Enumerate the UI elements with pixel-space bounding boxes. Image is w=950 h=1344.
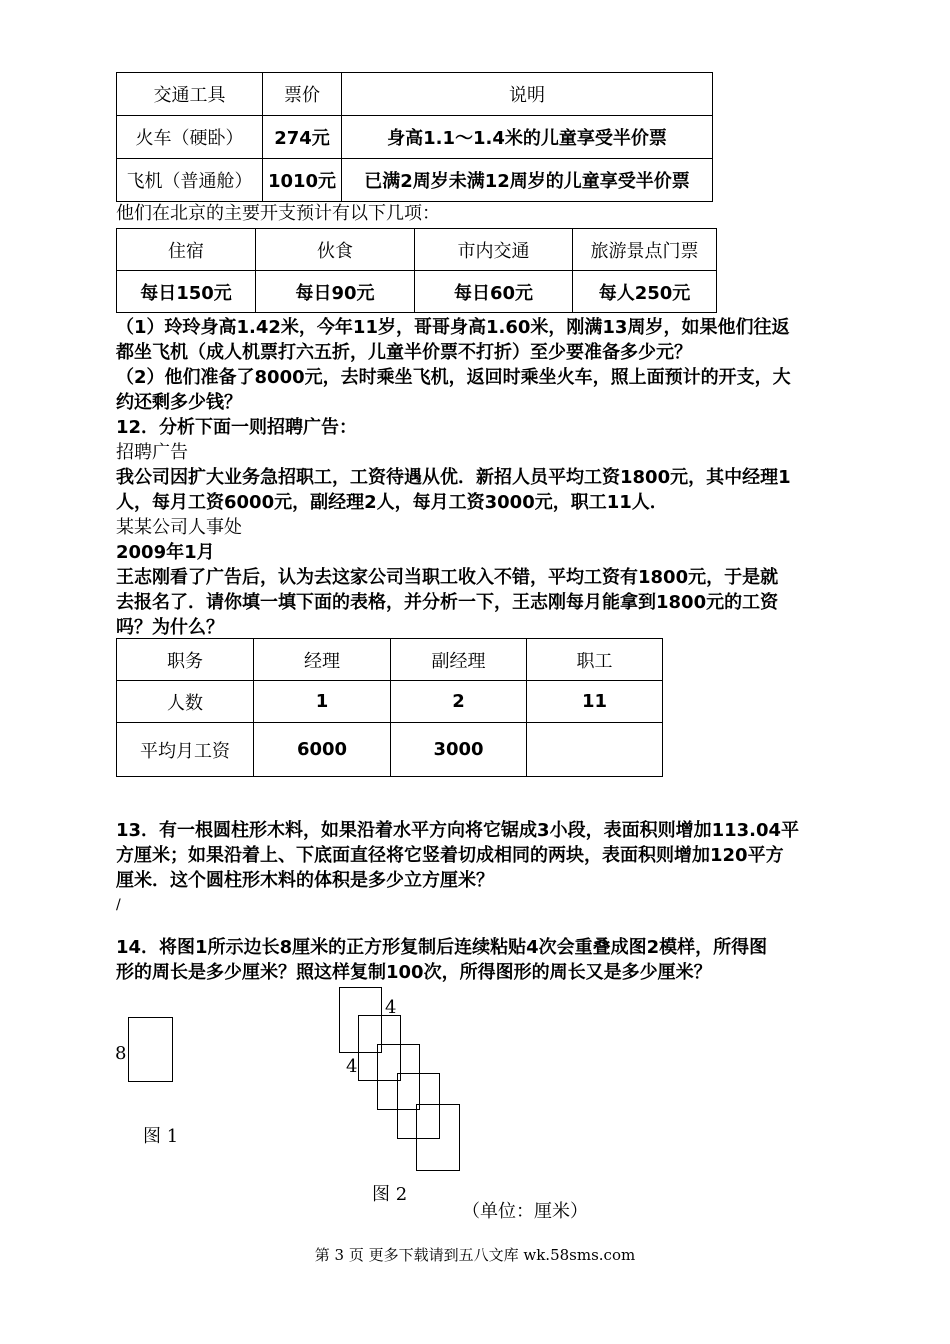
row-salary-label: 平均月工资: [117, 723, 254, 777]
expense-intro: 他们在北京的主要开支预计有以下几项：: [116, 203, 440, 224]
train-cell: 火车（硬卧）: [117, 116, 263, 159]
fig1-square: [128, 1017, 173, 1082]
row-count-label: 人数: [117, 681, 254, 723]
plane-price: 1010元: [263, 159, 342, 202]
expense-value-food: 每日90元: [256, 271, 415, 313]
fig2-label-top: 4: [385, 997, 397, 1018]
expense-header-lodging: 住宿: [117, 229, 256, 271]
train-note: 身高1.1～1.4米的儿童享受半价票: [342, 116, 713, 159]
count-staff: 11: [527, 681, 663, 723]
fig2-square-5: [416, 1104, 460, 1171]
salary-header-manager: 经理: [254, 639, 391, 681]
expense-value-transport: 每日60元: [415, 271, 573, 313]
ad-title: 招聘广告: [116, 442, 188, 463]
expense-header-transport: 市内交通: [415, 229, 573, 271]
q11-part2-line1: （2）他们准备了8000元，去时乘坐飞机，返回时乘坐火车，照上面预计的开支，大: [116, 367, 791, 388]
q13-line2: 方厘米；如果沿着上、下底面直径将它竖着切成相同的两块，表面积则增加120平方: [116, 845, 784, 866]
q13-line3: 厘米．这个圆柱形木料的体积是多少立方厘米？: [116, 870, 494, 891]
unit-note: （单位：厘米）: [462, 1201, 588, 1222]
ad-date: 2009年1月: [116, 542, 215, 563]
fig1-caption: 图 1: [143, 1126, 179, 1147]
ad-line1: 我公司因扩大业务急招职工，工资待遇从优．新招人员平均工资1800元，其中经理1: [116, 467, 791, 488]
plane-note: 已满2周岁未满12周岁的儿童享受半价票: [342, 159, 713, 202]
q11-part2-line2: 约还剩多少钱？: [116, 392, 242, 413]
header-price: 票价: [263, 73, 342, 116]
train-price: 274元: [263, 116, 342, 159]
q14-line1: 14．将图1所示边长8厘米的正方形复制后连续粘贴4次会重叠成图2模样，所得图: [116, 937, 768, 958]
fig2-label-left: 4: [346, 1056, 358, 1077]
count-deputy: 2: [391, 681, 527, 723]
q12-line3: 吗？为什么？: [116, 617, 224, 638]
expense-value-lodging: 每日150元: [117, 271, 256, 313]
salary-header-staff: 职工: [527, 639, 663, 681]
page-footer: 第 3 页 更多下载请到五八文库 wk.58sms.com: [314, 1246, 636, 1264]
fig2-caption: 图 2: [372, 1184, 408, 1205]
fig1-side-label: 8: [115, 1043, 127, 1064]
q11-part1-line1: （1）玲玲身高1.42米，今年11岁，哥哥身高1.60米，刚满13周岁，如果他们往返: [116, 317, 790, 338]
q14-line2: 形的周长是多少厘米？照这样复制100次，所得图形的周长又是多少厘米？: [116, 962, 712, 983]
salary-header-position: 职务: [117, 639, 254, 681]
salary-manager: 6000: [254, 723, 391, 777]
expense-header-tickets: 旅游景点门票: [573, 229, 717, 271]
salary-staff-blank[interactable]: [527, 723, 663, 777]
ad-company: 某某公司人事处: [116, 517, 242, 538]
expense-table: [116, 228, 717, 313]
count-manager: 1: [254, 681, 391, 723]
ad-line2: 人，每月工资6000元，副经理2人，每月工资3000元，职工11人．: [116, 492, 668, 513]
expense-value-tickets: 每人250元: [573, 271, 717, 313]
salary-deputy: 3000: [391, 723, 527, 777]
transport-table: [116, 72, 713, 202]
stray-slash: /: [116, 897, 121, 913]
salary-table: [116, 638, 663, 777]
header-vehicle: 交通工具: [117, 73, 263, 116]
salary-header-deputy: 副经理: [391, 639, 527, 681]
q11-part1-line2: 都坐飞机（成人机票打六五折，儿童半价票不打折）至少要准备多少元？: [116, 342, 692, 363]
plane-cell: 飞机（普通舱）: [117, 159, 263, 202]
q13-line1: 13．有一根圆柱形木料，如果沿着水平方向将它锯成3小段，表面积则增加113.04平: [116, 820, 800, 841]
q12-line2: 去报名了．请你填一填下面的表格，并分析一下，王志刚每月能拿到1800元的工资: [116, 592, 779, 613]
q12-line1: 王志刚看了广告后，认为去这家公司当职工收入不错，平均工资有1800元，于是就: [116, 567, 779, 588]
q12-title: 12．分析下面一则招聘广告：: [116, 417, 358, 438]
header-note: 说明: [342, 73, 713, 116]
expense-header-food: 伙食: [256, 229, 415, 271]
